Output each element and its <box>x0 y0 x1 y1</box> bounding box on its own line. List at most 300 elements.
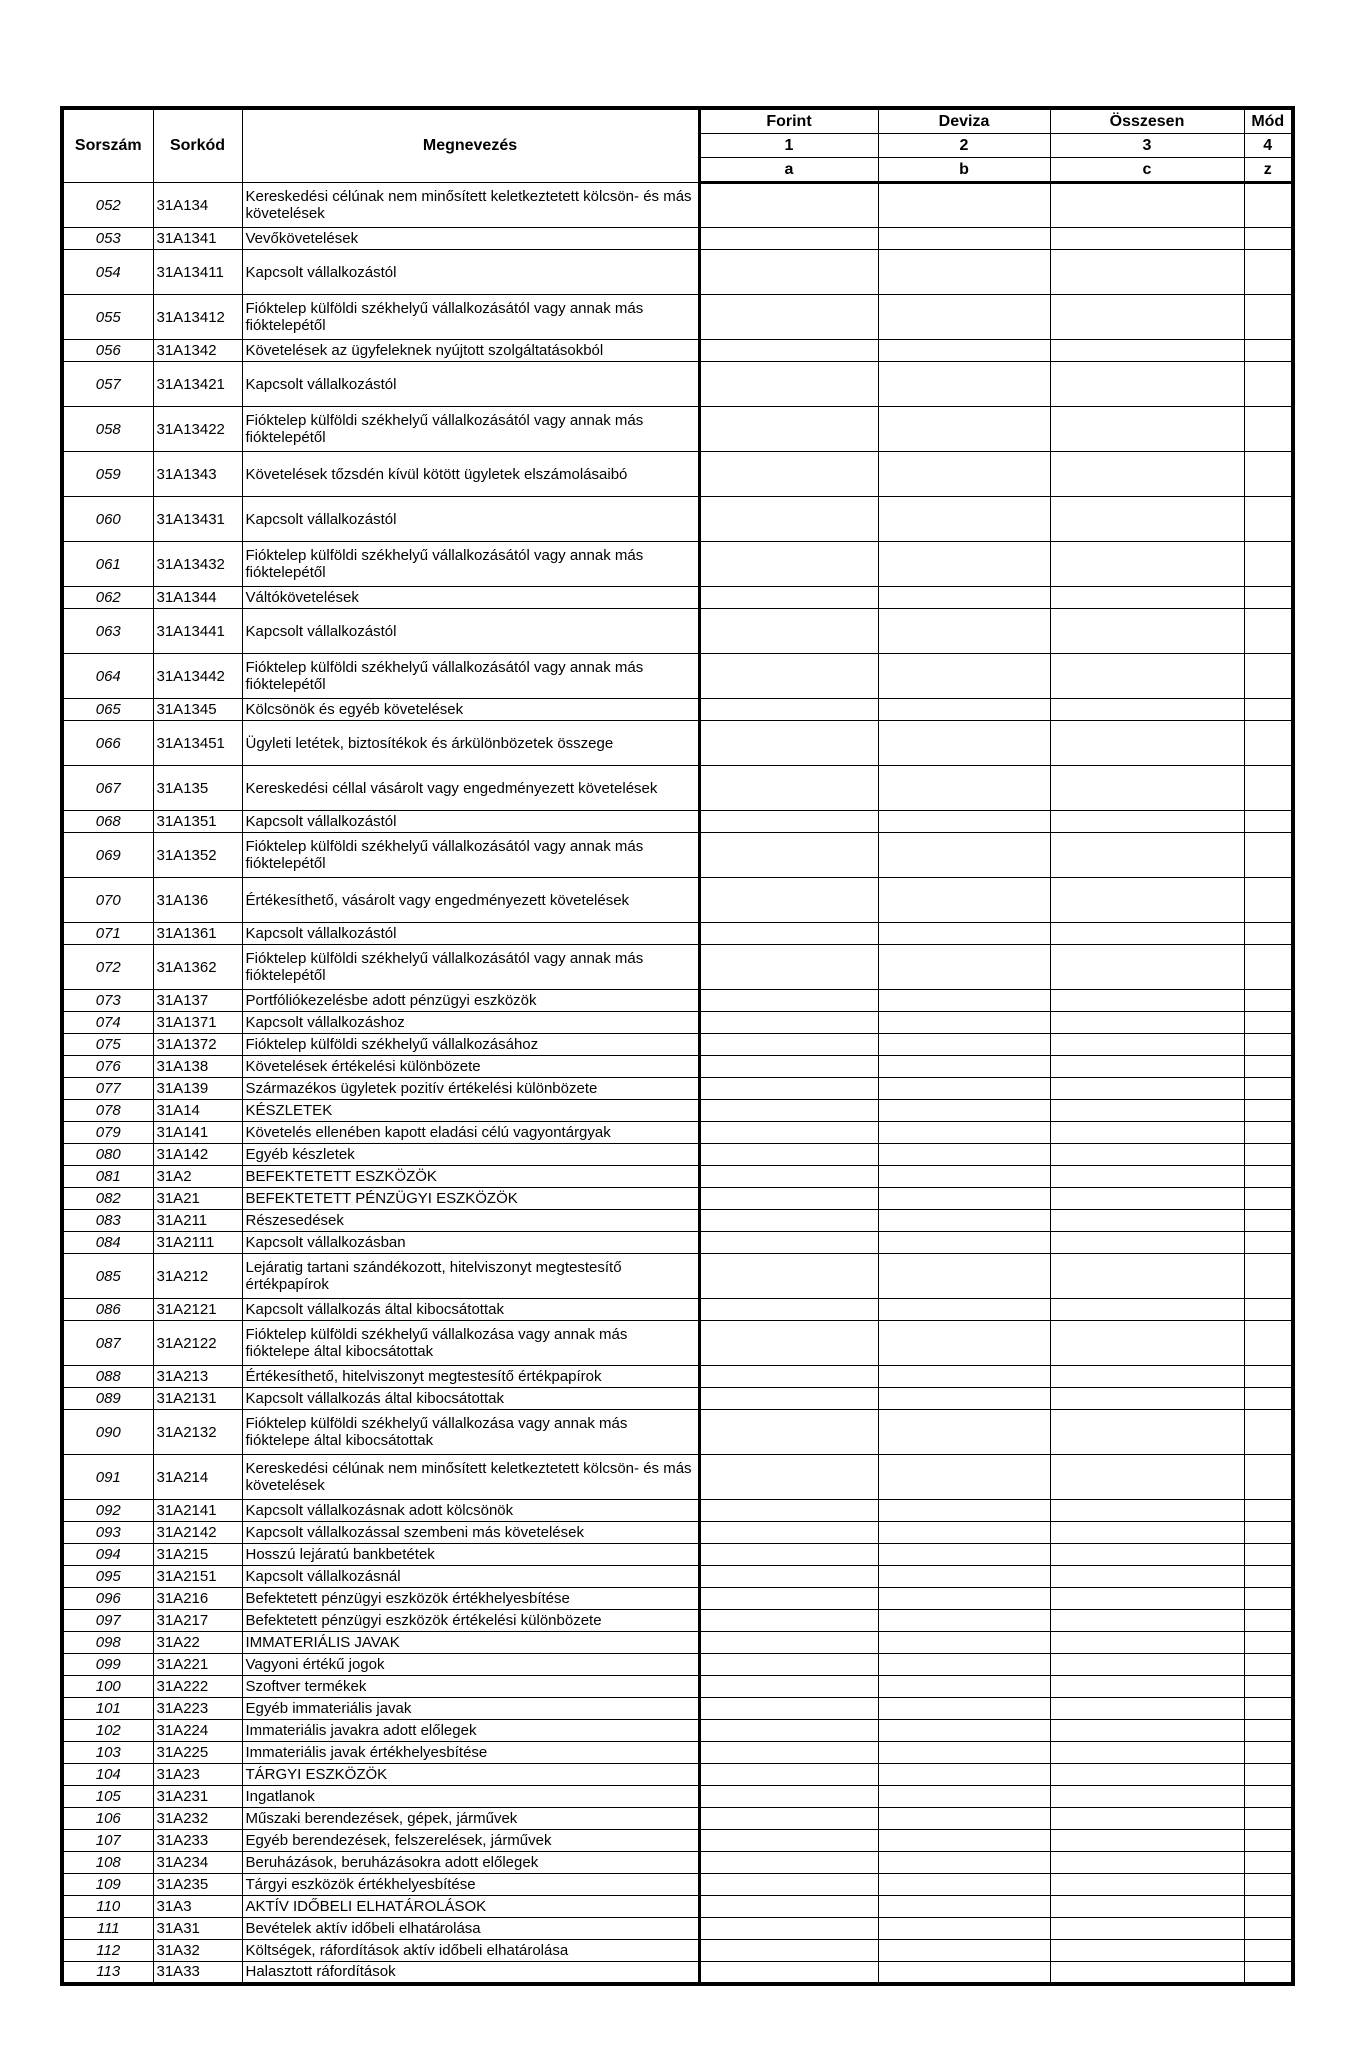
deviza-cell[interactable] <box>878 1012 1050 1034</box>
forint-cell[interactable] <box>699 945 878 990</box>
osszesen-cell[interactable] <box>1050 1698 1244 1720</box>
mod-cell[interactable] <box>1244 1455 1293 1500</box>
row-description: Fióktelep külföldi székhelyű vállalkozása vagy annak más fióktelepe által kibocsátottak <box>242 1410 699 1455</box>
deviza-cell[interactable] <box>878 1566 1050 1588</box>
deviza-cell[interactable] <box>878 587 1050 609</box>
row-description: Beruházások, beruházásokra adott előlegek <box>242 1852 699 1874</box>
mod-cell[interactable] <box>1244 1654 1293 1676</box>
mod-cell[interactable] <box>1244 1830 1293 1852</box>
forint-cell[interactable] <box>699 1522 878 1544</box>
row-code: 31A21 <box>153 1188 242 1210</box>
table-row <box>62 1122 1293 1144</box>
mod-cell[interactable] <box>1244 250 1293 295</box>
deviza-cell[interactable] <box>878 923 1050 945</box>
forint-cell[interactable] <box>699 1078 878 1100</box>
deviza-cell[interactable] <box>878 721 1050 766</box>
osszesen-cell[interactable] <box>1050 1830 1244 1852</box>
osszesen-cell[interactable] <box>1050 295 1244 340</box>
forint-cell[interactable] <box>699 1544 878 1566</box>
osszesen-cell[interactable] <box>1050 1034 1244 1056</box>
mod-cell[interactable] <box>1244 1566 1293 1588</box>
deviza-cell[interactable] <box>878 1896 1050 1918</box>
row-code: 31A216 <box>153 1588 242 1610</box>
forint-cell[interactable] <box>699 542 878 587</box>
row-code: 31A139 <box>153 1078 242 1100</box>
row-code: 31A1361 <box>153 923 242 945</box>
deviza-cell[interactable] <box>878 1144 1050 1166</box>
mod-cell[interactable] <box>1244 1588 1293 1610</box>
forint-cell[interactable] <box>699 407 878 452</box>
deviza-cell[interactable] <box>878 766 1050 811</box>
forint-cell[interactable] <box>699 1896 878 1918</box>
forint-cell[interactable] <box>699 1166 878 1188</box>
forint-cell[interactable] <box>699 340 878 362</box>
deviza-cell[interactable] <box>878 228 1050 250</box>
deviza-cell[interactable] <box>878 250 1050 295</box>
deviza-cell[interactable] <box>878 1588 1050 1610</box>
osszesen-cell[interactable] <box>1050 1232 1244 1254</box>
row-description: Értékesíthető, hitelviszonyt megtestesítő értékpapírok <box>242 1366 699 1388</box>
row-code: 31A1372 <box>153 1034 242 1056</box>
osszesen-cell[interactable] <box>1050 183 1244 228</box>
osszesen-cell[interactable] <box>1050 587 1244 609</box>
forint-cell[interactable] <box>699 1830 878 1852</box>
osszesen-cell[interactable] <box>1050 1254 1244 1299</box>
osszesen-cell[interactable] <box>1050 1366 1244 1388</box>
deviza-cell[interactable] <box>878 699 1050 721</box>
table-row <box>62 878 1293 923</box>
osszesen-cell[interactable] <box>1050 452 1244 497</box>
mod-cell[interactable] <box>1244 1852 1293 1874</box>
row-number: 071 <box>62 923 153 945</box>
deviza-cell[interactable] <box>878 1808 1050 1830</box>
osszesen-cell[interactable] <box>1050 1188 1244 1210</box>
mod-cell[interactable] <box>1244 1500 1293 1522</box>
osszesen-cell[interactable] <box>1050 878 1244 923</box>
mod-cell[interactable] <box>1244 1232 1293 1254</box>
table-row <box>62 1544 1293 1566</box>
deviza-cell[interactable] <box>878 1210 1050 1232</box>
deviza-cell[interactable] <box>878 1188 1050 1210</box>
forint-cell[interactable] <box>699 1764 878 1786</box>
mod-cell[interactable] <box>1244 1610 1293 1632</box>
osszesen-cell[interactable] <box>1050 1078 1244 1100</box>
forint-cell[interactable] <box>699 295 878 340</box>
mod-cell[interactable] <box>1244 699 1293 721</box>
row-number: 096 <box>62 1588 153 1610</box>
deviza-cell[interactable] <box>878 1544 1050 1566</box>
deviza-cell[interactable] <box>878 1786 1050 1808</box>
row-description: Fióktelep külföldi székhelyű vállalkozásához <box>242 1034 699 1056</box>
deviza-cell[interactable] <box>878 1321 1050 1366</box>
deviza-cell[interactable] <box>878 609 1050 654</box>
row-description: Kapcsolt vállalkozással szembeni más követelések <box>242 1522 699 1544</box>
deviza-cell[interactable] <box>878 1940 1050 1962</box>
deviza-cell[interactable] <box>878 1388 1050 1410</box>
deviza-cell[interactable] <box>878 1918 1050 1940</box>
mod-cell[interactable] <box>1244 542 1293 587</box>
mod-cell[interactable] <box>1244 1210 1293 1232</box>
mod-cell[interactable] <box>1244 1321 1293 1366</box>
row-description: Egyéb készletek <box>242 1144 699 1166</box>
forint-cell[interactable] <box>699 183 878 228</box>
osszesen-cell[interactable] <box>1050 497 1244 542</box>
deviza-cell[interactable] <box>878 1742 1050 1764</box>
header-osszesen: Összesen <box>1050 108 1244 134</box>
forint-cell[interactable] <box>699 1188 878 1210</box>
row-description: Költségek, ráfordítások aktív időbeli elhatárolása <box>242 1940 699 1962</box>
deviza-cell[interactable] <box>878 811 1050 833</box>
mod-cell[interactable] <box>1244 1166 1293 1188</box>
deviza-cell[interactable] <box>878 407 1050 452</box>
mod-cell[interactable] <box>1244 1388 1293 1410</box>
row-description: Részesedések <box>242 1210 699 1232</box>
mod-cell[interactable] <box>1244 340 1293 362</box>
forint-cell[interactable] <box>699 833 878 878</box>
osszesen-cell[interactable] <box>1050 1896 1244 1918</box>
row-number: 094 <box>62 1544 153 1566</box>
forint-cell[interactable] <box>699 497 878 542</box>
osszesen-cell[interactable] <box>1050 1500 1244 1522</box>
osszesen-cell[interactable] <box>1050 1321 1244 1366</box>
deviza-cell[interactable] <box>878 542 1050 587</box>
deviza-cell[interactable] <box>878 1254 1050 1299</box>
mod-cell[interactable] <box>1244 811 1293 833</box>
deviza-cell[interactable] <box>878 183 1050 228</box>
forint-cell[interactable] <box>699 1632 878 1654</box>
mod-cell[interactable] <box>1244 1078 1293 1100</box>
osszesen-cell[interactable] <box>1050 1962 1244 1984</box>
deviza-cell[interactable] <box>878 1455 1050 1500</box>
deviza-cell[interactable] <box>878 1166 1050 1188</box>
osszesen-cell[interactable] <box>1050 1166 1244 1188</box>
mod-cell[interactable] <box>1244 1632 1293 1654</box>
row-description: Kapcsolt vállalkozásban <box>242 1232 699 1254</box>
osszesen-cell[interactable] <box>1050 1610 1244 1632</box>
forint-cell[interactable] <box>699 1012 878 1034</box>
osszesen-cell[interactable] <box>1050 1210 1244 1232</box>
mod-cell[interactable] <box>1244 1366 1293 1388</box>
row-code: 31A1352 <box>153 833 242 878</box>
forint-cell[interactable] <box>699 1874 878 1896</box>
osszesen-cell[interactable] <box>1050 1388 1244 1410</box>
forint-cell[interactable] <box>699 990 878 1012</box>
row-number: 107 <box>62 1830 153 1852</box>
row-number: 081 <box>62 1166 153 1188</box>
mod-cell[interactable] <box>1244 654 1293 699</box>
forint-cell[interactable] <box>699 1786 878 1808</box>
mod-cell[interactable] <box>1244 1254 1293 1299</box>
osszesen-cell[interactable] <box>1050 1544 1244 1566</box>
osszesen-cell[interactable] <box>1050 1410 1244 1455</box>
mod-cell[interactable] <box>1244 1122 1293 1144</box>
mod-cell[interactable] <box>1244 362 1293 407</box>
forint-cell[interactable] <box>699 609 878 654</box>
osszesen-cell[interactable] <box>1050 1940 1244 1962</box>
osszesen-cell[interactable] <box>1050 1918 1244 1940</box>
osszesen-cell[interactable] <box>1050 1588 1244 1610</box>
forint-cell[interactable] <box>699 1100 878 1122</box>
osszesen-cell[interactable] <box>1050 1764 1244 1786</box>
row-number: 091 <box>62 1455 153 1500</box>
osszesen-cell[interactable] <box>1050 1144 1244 1166</box>
forint-cell[interactable] <box>699 250 878 295</box>
osszesen-cell[interactable] <box>1050 362 1244 407</box>
mod-cell[interactable] <box>1244 923 1293 945</box>
forint-cell[interactable] <box>699 1500 878 1522</box>
osszesen-cell[interactable] <box>1050 542 1244 587</box>
deviza-cell[interactable] <box>878 1720 1050 1742</box>
deviza-cell[interactable] <box>878 1830 1050 1852</box>
osszesen-cell[interactable] <box>1050 407 1244 452</box>
deviza-cell[interactable] <box>878 945 1050 990</box>
deviza-cell[interactable] <box>878 1366 1050 1388</box>
osszesen-cell[interactable] <box>1050 609 1244 654</box>
mod-cell[interactable] <box>1244 228 1293 250</box>
forint-cell[interactable] <box>699 587 878 609</box>
osszesen-cell[interactable] <box>1050 990 1244 1012</box>
osszesen-cell[interactable] <box>1050 1299 1244 1321</box>
osszesen-cell[interactable] <box>1050 1012 1244 1034</box>
osszesen-cell[interactable] <box>1050 1742 1244 1764</box>
mod-cell[interactable] <box>1244 407 1293 452</box>
forint-cell[interactable] <box>699 1742 878 1764</box>
mod-cell[interactable] <box>1244 1918 1293 1940</box>
deviza-cell[interactable] <box>878 1610 1050 1632</box>
row-description: Kapcsolt vállalkozástól <box>242 250 699 295</box>
row-description: Követelések tőzsdén kívül kötött ügyletek elszámolásaibó <box>242 452 699 497</box>
mod-cell[interactable] <box>1244 990 1293 1012</box>
deviza-cell[interactable] <box>878 1299 1050 1321</box>
forint-cell[interactable] <box>699 1654 878 1676</box>
row-description: Kapcsolt vállalkozástól <box>242 923 699 945</box>
forint-cell[interactable] <box>699 1566 878 1588</box>
forint-cell[interactable] <box>699 1210 878 1232</box>
mod-cell[interactable] <box>1244 1544 1293 1566</box>
osszesen-cell[interactable] <box>1050 833 1244 878</box>
mod-cell[interactable] <box>1244 1874 1293 1896</box>
forint-cell[interactable] <box>699 1588 878 1610</box>
forint-cell[interactable] <box>699 1918 878 1940</box>
deviza-cell[interactable] <box>878 1676 1050 1698</box>
deviza-cell[interactable] <box>878 1962 1050 1984</box>
mod-cell[interactable] <box>1244 1742 1293 1764</box>
table-row <box>62 923 1293 945</box>
mod-cell[interactable] <box>1244 945 1293 990</box>
mod-cell[interactable] <box>1244 721 1293 766</box>
osszesen-cell[interactable] <box>1050 1122 1244 1144</box>
osszesen-cell[interactable] <box>1050 766 1244 811</box>
row-description: Kapcsolt vállalkozásnál <box>242 1566 699 1588</box>
forint-cell[interactable] <box>699 878 878 923</box>
osszesen-cell[interactable] <box>1050 228 1244 250</box>
forint-cell[interactable] <box>699 1321 878 1366</box>
row-number: 092 <box>62 1500 153 1522</box>
table-row <box>62 1100 1293 1122</box>
header-number-4: 4 <box>1244 134 1293 158</box>
deviza-cell[interactable] <box>878 452 1050 497</box>
forint-cell[interactable] <box>699 362 878 407</box>
osszesen-cell[interactable] <box>1050 1522 1244 1544</box>
mod-cell[interactable] <box>1244 1188 1293 1210</box>
osszesen-cell[interactable] <box>1050 1056 1244 1078</box>
mod-cell[interactable] <box>1244 452 1293 497</box>
row-description: Követelés ellenében kapott eladási célú vagyontárgyak <box>242 1122 699 1144</box>
deviza-cell[interactable] <box>878 1100 1050 1122</box>
deviza-cell[interactable] <box>878 1232 1050 1254</box>
row-description: TÁRGYI ESZKÖZÖK <box>242 1764 699 1786</box>
mod-cell[interactable] <box>1244 1522 1293 1544</box>
osszesen-cell[interactable] <box>1050 1632 1244 1654</box>
deviza-cell[interactable] <box>878 1078 1050 1100</box>
forint-cell[interactable] <box>699 1388 878 1410</box>
deviza-cell[interactable] <box>878 1034 1050 1056</box>
row-number: 072 <box>62 945 153 990</box>
osszesen-cell[interactable] <box>1050 1874 1244 1896</box>
deviza-cell[interactable] <box>878 497 1050 542</box>
mod-cell[interactable] <box>1244 1808 1293 1830</box>
osszesen-cell[interactable] <box>1050 1786 1244 1808</box>
mod-cell[interactable] <box>1244 1676 1293 1698</box>
mod-cell[interactable] <box>1244 1410 1293 1455</box>
row-description: Fióktelep külföldi székhelyű vállalkozása vagy annak más fióktelepe által kibocsátottak <box>242 1321 699 1366</box>
osszesen-cell[interactable] <box>1050 340 1244 362</box>
row-description: Halasztott ráfordítások <box>242 1962 699 1984</box>
mod-cell[interactable] <box>1244 766 1293 811</box>
row-code: 31A13412 <box>153 295 242 340</box>
mod-cell[interactable] <box>1244 1698 1293 1720</box>
deviza-cell[interactable] <box>878 1500 1050 1522</box>
deviza-cell[interactable] <box>878 295 1050 340</box>
osszesen-cell[interactable] <box>1050 654 1244 699</box>
mod-cell[interactable] <box>1244 295 1293 340</box>
deviza-cell[interactable] <box>878 654 1050 699</box>
forint-cell[interactable] <box>699 1610 878 1632</box>
mod-cell[interactable] <box>1244 609 1293 654</box>
mod-cell[interactable] <box>1244 1764 1293 1786</box>
deviza-cell[interactable] <box>878 362 1050 407</box>
deviza-cell[interactable] <box>878 1122 1050 1144</box>
row-code: 31A1345 <box>153 699 242 721</box>
mod-cell[interactable] <box>1244 1034 1293 1056</box>
forint-cell[interactable] <box>699 721 878 766</box>
forint-cell[interactable] <box>699 1698 878 1720</box>
forint-cell[interactable] <box>699 228 878 250</box>
forint-cell[interactable] <box>699 1852 878 1874</box>
forint-cell[interactable] <box>699 1676 878 1698</box>
row-code: 31A2141 <box>153 1500 242 1522</box>
forint-cell[interactable] <box>699 1940 878 1962</box>
row-code: 31A211 <box>153 1210 242 1232</box>
deviza-cell[interactable] <box>878 878 1050 923</box>
mod-cell[interactable] <box>1244 1012 1293 1034</box>
forint-cell[interactable] <box>699 654 878 699</box>
mod-cell[interactable] <box>1244 1720 1293 1742</box>
osszesen-cell[interactable] <box>1050 1455 1244 1500</box>
row-code: 31A221 <box>153 1654 242 1676</box>
forint-cell[interactable] <box>699 452 878 497</box>
deviza-cell[interactable] <box>878 1410 1050 1455</box>
osszesen-cell[interactable] <box>1050 1566 1244 1588</box>
forint-cell[interactable] <box>699 766 878 811</box>
forint-cell[interactable] <box>699 1232 878 1254</box>
forint-cell[interactable] <box>699 923 878 945</box>
forint-cell[interactable] <box>699 1254 878 1299</box>
forint-cell[interactable] <box>699 1410 878 1455</box>
forint-cell[interactable] <box>699 1056 878 1078</box>
forint-cell[interactable] <box>699 1366 878 1388</box>
osszesen-cell[interactable] <box>1050 699 1244 721</box>
mod-cell[interactable] <box>1244 1962 1293 1984</box>
deviza-cell[interactable] <box>878 1764 1050 1786</box>
row-code: 31A135 <box>153 766 242 811</box>
deviza-cell[interactable] <box>878 340 1050 362</box>
mod-cell[interactable] <box>1244 1056 1293 1078</box>
row-code: 31A13431 <box>153 497 242 542</box>
osszesen-cell[interactable] <box>1050 250 1244 295</box>
mod-cell[interactable] <box>1244 1144 1293 1166</box>
table-body <box>62 183 1293 1984</box>
osszesen-cell[interactable] <box>1050 1676 1244 1698</box>
mod-cell[interactable] <box>1244 1940 1293 1962</box>
row-description: Bevételek aktív időbeli elhatárolása <box>242 1918 699 1940</box>
forint-cell[interactable] <box>699 1720 878 1742</box>
forint-cell[interactable] <box>699 1962 878 1984</box>
osszesen-cell[interactable] <box>1050 945 1244 990</box>
forint-cell[interactable] <box>699 1455 878 1500</box>
forint-cell[interactable] <box>699 1122 878 1144</box>
mod-cell[interactable] <box>1244 1100 1293 1122</box>
osszesen-cell[interactable] <box>1050 811 1244 833</box>
deviza-cell[interactable] <box>878 1056 1050 1078</box>
deviza-cell[interactable] <box>878 1874 1050 1896</box>
mod-cell[interactable] <box>1244 1786 1293 1808</box>
forint-cell[interactable] <box>699 1144 878 1166</box>
forint-cell[interactable] <box>699 699 878 721</box>
mod-cell[interactable] <box>1244 497 1293 542</box>
deviza-cell[interactable] <box>878 990 1050 1012</box>
mod-cell[interactable] <box>1244 833 1293 878</box>
row-number: 084 <box>62 1232 153 1254</box>
deviza-cell[interactable] <box>878 1632 1050 1654</box>
deviza-cell[interactable] <box>878 833 1050 878</box>
forint-cell[interactable] <box>699 1299 878 1321</box>
mod-cell[interactable] <box>1244 1299 1293 1321</box>
deviza-cell[interactable] <box>878 1852 1050 1874</box>
osszesen-cell[interactable] <box>1050 923 1244 945</box>
deviza-cell[interactable] <box>878 1522 1050 1544</box>
table-row <box>62 1388 1293 1410</box>
osszesen-cell[interactable] <box>1050 721 1244 766</box>
forint-cell[interactable] <box>699 1808 878 1830</box>
osszesen-cell[interactable] <box>1050 1720 1244 1742</box>
mod-cell[interactable] <box>1244 1896 1293 1918</box>
osszesen-cell[interactable] <box>1050 1654 1244 1676</box>
row-number: 080 <box>62 1144 153 1166</box>
osszesen-cell[interactable] <box>1050 1852 1244 1874</box>
forint-cell[interactable] <box>699 811 878 833</box>
row-code: 31A1342 <box>153 340 242 362</box>
osszesen-cell[interactable] <box>1050 1808 1244 1830</box>
mod-cell[interactable] <box>1244 587 1293 609</box>
forint-cell[interactable] <box>699 1034 878 1056</box>
mod-cell[interactable] <box>1244 878 1293 923</box>
deviza-cell[interactable] <box>878 1698 1050 1720</box>
osszesen-cell[interactable] <box>1050 1100 1244 1122</box>
deviza-cell[interactable] <box>878 1654 1050 1676</box>
mod-cell[interactable] <box>1244 183 1293 228</box>
header-letter-a: a <box>699 158 878 183</box>
